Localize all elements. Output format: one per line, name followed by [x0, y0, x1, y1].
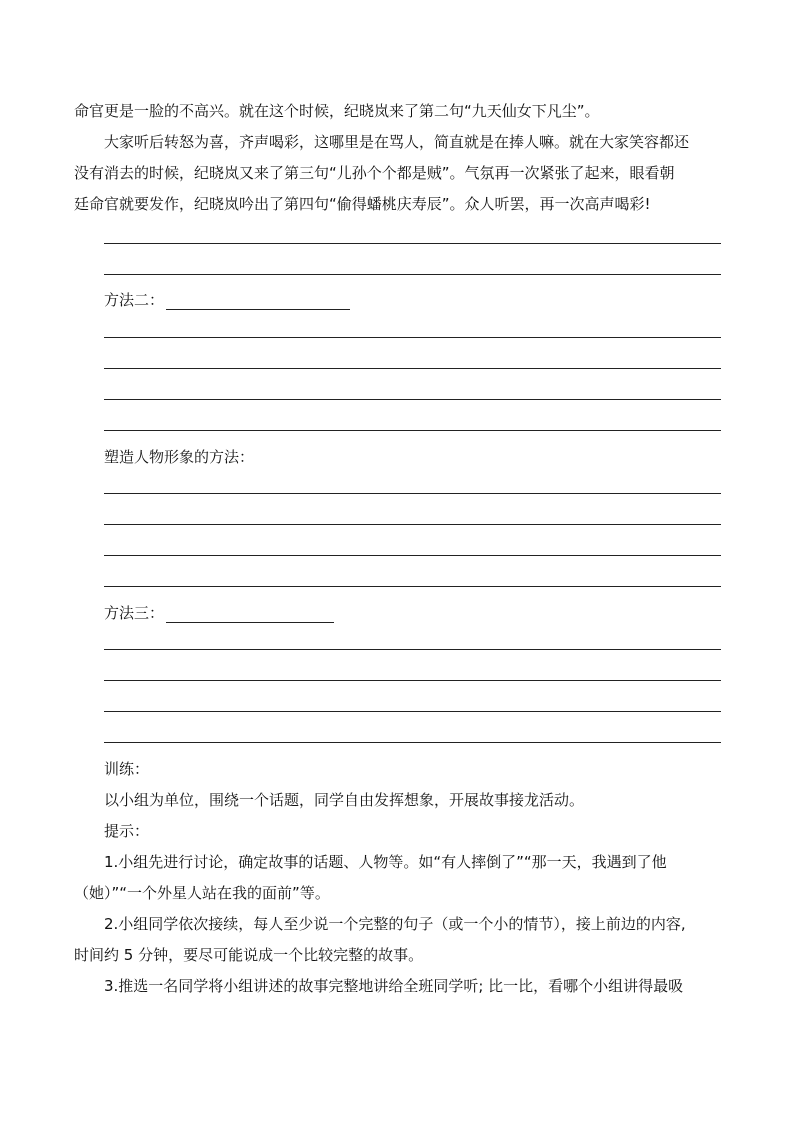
answer-line[interactable]: [104, 368, 721, 369]
answer-line[interactable]: [104, 493, 721, 494]
training-heading: 训练：: [104, 760, 150, 778]
answer-line[interactable]: [104, 430, 721, 431]
answer-line[interactable]: [104, 555, 721, 556]
answer-line[interactable]: [104, 649, 721, 650]
tip-line: 2.小组同学依次接续，每人至少说一个完整的句子（或一个小的情节），接上前边的内容,: [104, 915, 686, 933]
answer-line[interactable]: [104, 680, 721, 681]
method3-label: 方法三：: [104, 604, 165, 622]
story-paragraph-line: 廷命官就要发作，纪晓岚吟出了第四句“偷得蟠桃庆寿辰”。众人听罢，再一次高声喝彩!: [74, 195, 651, 213]
answer-line[interactable]: [104, 399, 721, 400]
answer-line[interactable]: [104, 243, 721, 244]
method3-row: [104, 603, 334, 623]
answer-line[interactable]: [104, 586, 721, 587]
tips-heading: 提示：: [104, 822, 150, 840]
answer-line[interactable]: [104, 337, 721, 338]
answer-line[interactable]: [104, 742, 721, 743]
method2-blank[interactable]: [166, 295, 350, 310]
tip-line: 3.推选一名同学将小组讲述的故事完整地讲给全班同学听; 比一比，看哪个小组讲得最吸: [104, 977, 684, 995]
answer-line[interactable]: [104, 274, 721, 275]
method3-blank[interactable]: [166, 608, 334, 623]
tip-line: 1.小组先进行讨论，确定故事的话题、人物等。如“有人摔倒了”“那一天，我遇到了他: [104, 853, 667, 871]
training-intro: 以小组为单位，围绕一个话题，同学自由发挥想象，开展故事接龙活动。: [104, 791, 585, 809]
portrayal-label: 塑造人物形象的方法：: [104, 448, 255, 466]
answer-line[interactable]: [104, 524, 721, 525]
tip-line: 时间约 5 分钟，要尽可能说成一个比较完整的故事。: [74, 946, 424, 964]
tip-line: （她）”“一个外星人站在我的面前”等。: [74, 884, 330, 902]
answer-line[interactable]: [104, 711, 721, 712]
story-paragraph-line: 没有消去的时候，纪晓岚又来了第三句“儿孙个个都是贼”。气氛再一次紧张了起来，眼看朝: [74, 164, 675, 182]
method2-row: [104, 290, 350, 310]
method2-label: 方法二：: [104, 291, 165, 309]
story-paragraph-line: 大家听后转怒为喜，齐声喝彩，这哪里是在骂人，简直就是在捧人嘛。就在大家笑容都还: [104, 133, 690, 151]
story-paragraph-line: 命官更是一脸的不高兴。就在这个时候，纪晓岚来了第二句“九天仙女下凡尘”。: [74, 102, 600, 120]
